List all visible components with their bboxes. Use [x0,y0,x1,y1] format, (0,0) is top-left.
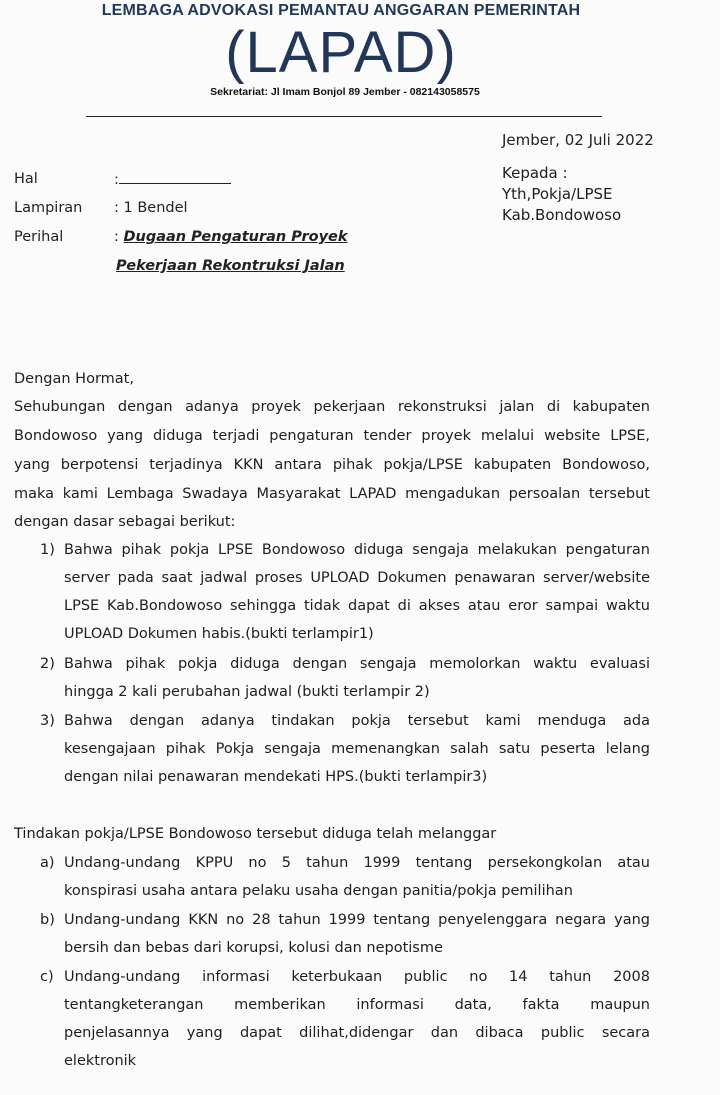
lampiran-label: Lampiran [14,200,83,216]
violation-line: elektronik [64,1053,137,1069]
violation-letter: b) [40,912,55,928]
point-line: server pada saat jadwal proses UPLOAD Dokumen penawaran server/website [64,570,650,586]
point-line: Bahwa dengan adanya tindakan pokja tersebut kami menduga ada [64,713,650,729]
perihal-colon: : [114,229,119,245]
lampiran-value: : 1 Bendel [114,200,188,216]
point-number: 2) [40,656,55,672]
violation-line: penjelasannya yang dapat dilihat,didengar dan dibaca public secara [64,1025,650,1041]
greeting: Dengan Hormat, [14,371,134,387]
point-line: Bahwa pihak pokja diduga dengan sengaja memolorkan waktu evaluasi [64,656,650,672]
letter-date: Jember, 02 Juli 2022 [502,131,654,149]
hal-colon: : [114,172,119,188]
point-line: UPLOAD Dokumen habis.(bukti terlampir1) [64,626,374,642]
hal-label: Hal [14,171,38,187]
recipient-addressee: Yth,Pokja/LPSE [502,185,613,203]
intro-line: dengan dasar sebagai berikut: [14,514,236,530]
recipient-kepada: Kepada : [502,164,568,182]
violations-intro: Tindakan pokja/LPSE Bondowoso tersebut diduga telah melanggar [14,826,497,842]
intro-line: yang berpotensi terjadinya KKN antara pihak pokja/LPSE kabupaten Bondowoso, [14,457,650,473]
hal-blank-line [119,171,231,184]
point-line: Bahwa pihak pokja LPSE Bondowoso diduga sengaja melakukan pengaturan [64,542,650,558]
recipient-location: Kab.Bondowoso [502,206,622,224]
violation-line: bersih dan bebas dari korupsi, kolusi dan nepotisme [64,940,443,956]
letterhead-secretariat: Sekretariat: Jl Imam Bonjol 89 Jember - 082143058575 [210,86,480,98]
violation-line: Undang-undang KKN no 28 tahun 1999 tentang penyelenggara negara yang [64,912,650,928]
point-line: kesengajaan pihak Pokja sengaja memenangkan salah satu peserta lelang [64,741,650,757]
violation-letter: a) [40,855,55,871]
perihal-subject-2: Pekerjaan Rekontruksi Jalan [116,258,345,274]
perihal-subject-1: Dugaan Pengaturan Proyek [123,229,348,245]
letterhead-organization: LEMBAGA ADVOKASI PEMANTAU ANGGARAN PEMERINTAH [101,2,581,19]
hal-value [114,171,231,188]
point-number: 1) [40,542,55,558]
violation-line: Undang-undang KPPU no 5 tahun 1999 tentang persekongkolan atau [64,855,650,871]
violation-line: konspirasi usaha antara pelaku usaha dengan panitia/pokja pemilihan [64,883,573,899]
perihal-value-line1 [114,229,348,245]
letterhead-divider [86,116,602,117]
point-number: 3) [40,713,55,729]
point-line: LPSE Kab.Bondowoso sehingga tidak dapat di akses atau eror sampai waktu [64,598,650,614]
point-line: hingga 2 kali perubahan jadwal (bukti terlampir 2) [64,684,430,700]
letterhead-acronym-logo: (LAPAD) [225,20,457,85]
violation-line: tentangketerangan memberikan informasi data, fakta maupun [64,997,650,1013]
violation-line: Undang-undang informasi keterbukaan public no 14 tahun 2008 [64,969,650,985]
perihal-label: Perihal [14,229,64,245]
intro-line: maka kami Lembaga Swadaya Masyarakat LAPAD mengadukan persoalan tersebut [14,486,650,502]
violation-letter: c) [40,969,54,985]
point-line: dengan nilai penawaran mendekati HPS.(bukti terlampir3) [64,769,488,785]
intro-line: Bondowoso yang diduga terjadi pengaturan tender proyek melalui website LPSE, [14,428,650,444]
intro-line: Sehubungan dengan adanya proyek pekerjaan rekonstruksi jalan di kabupaten [14,399,650,415]
